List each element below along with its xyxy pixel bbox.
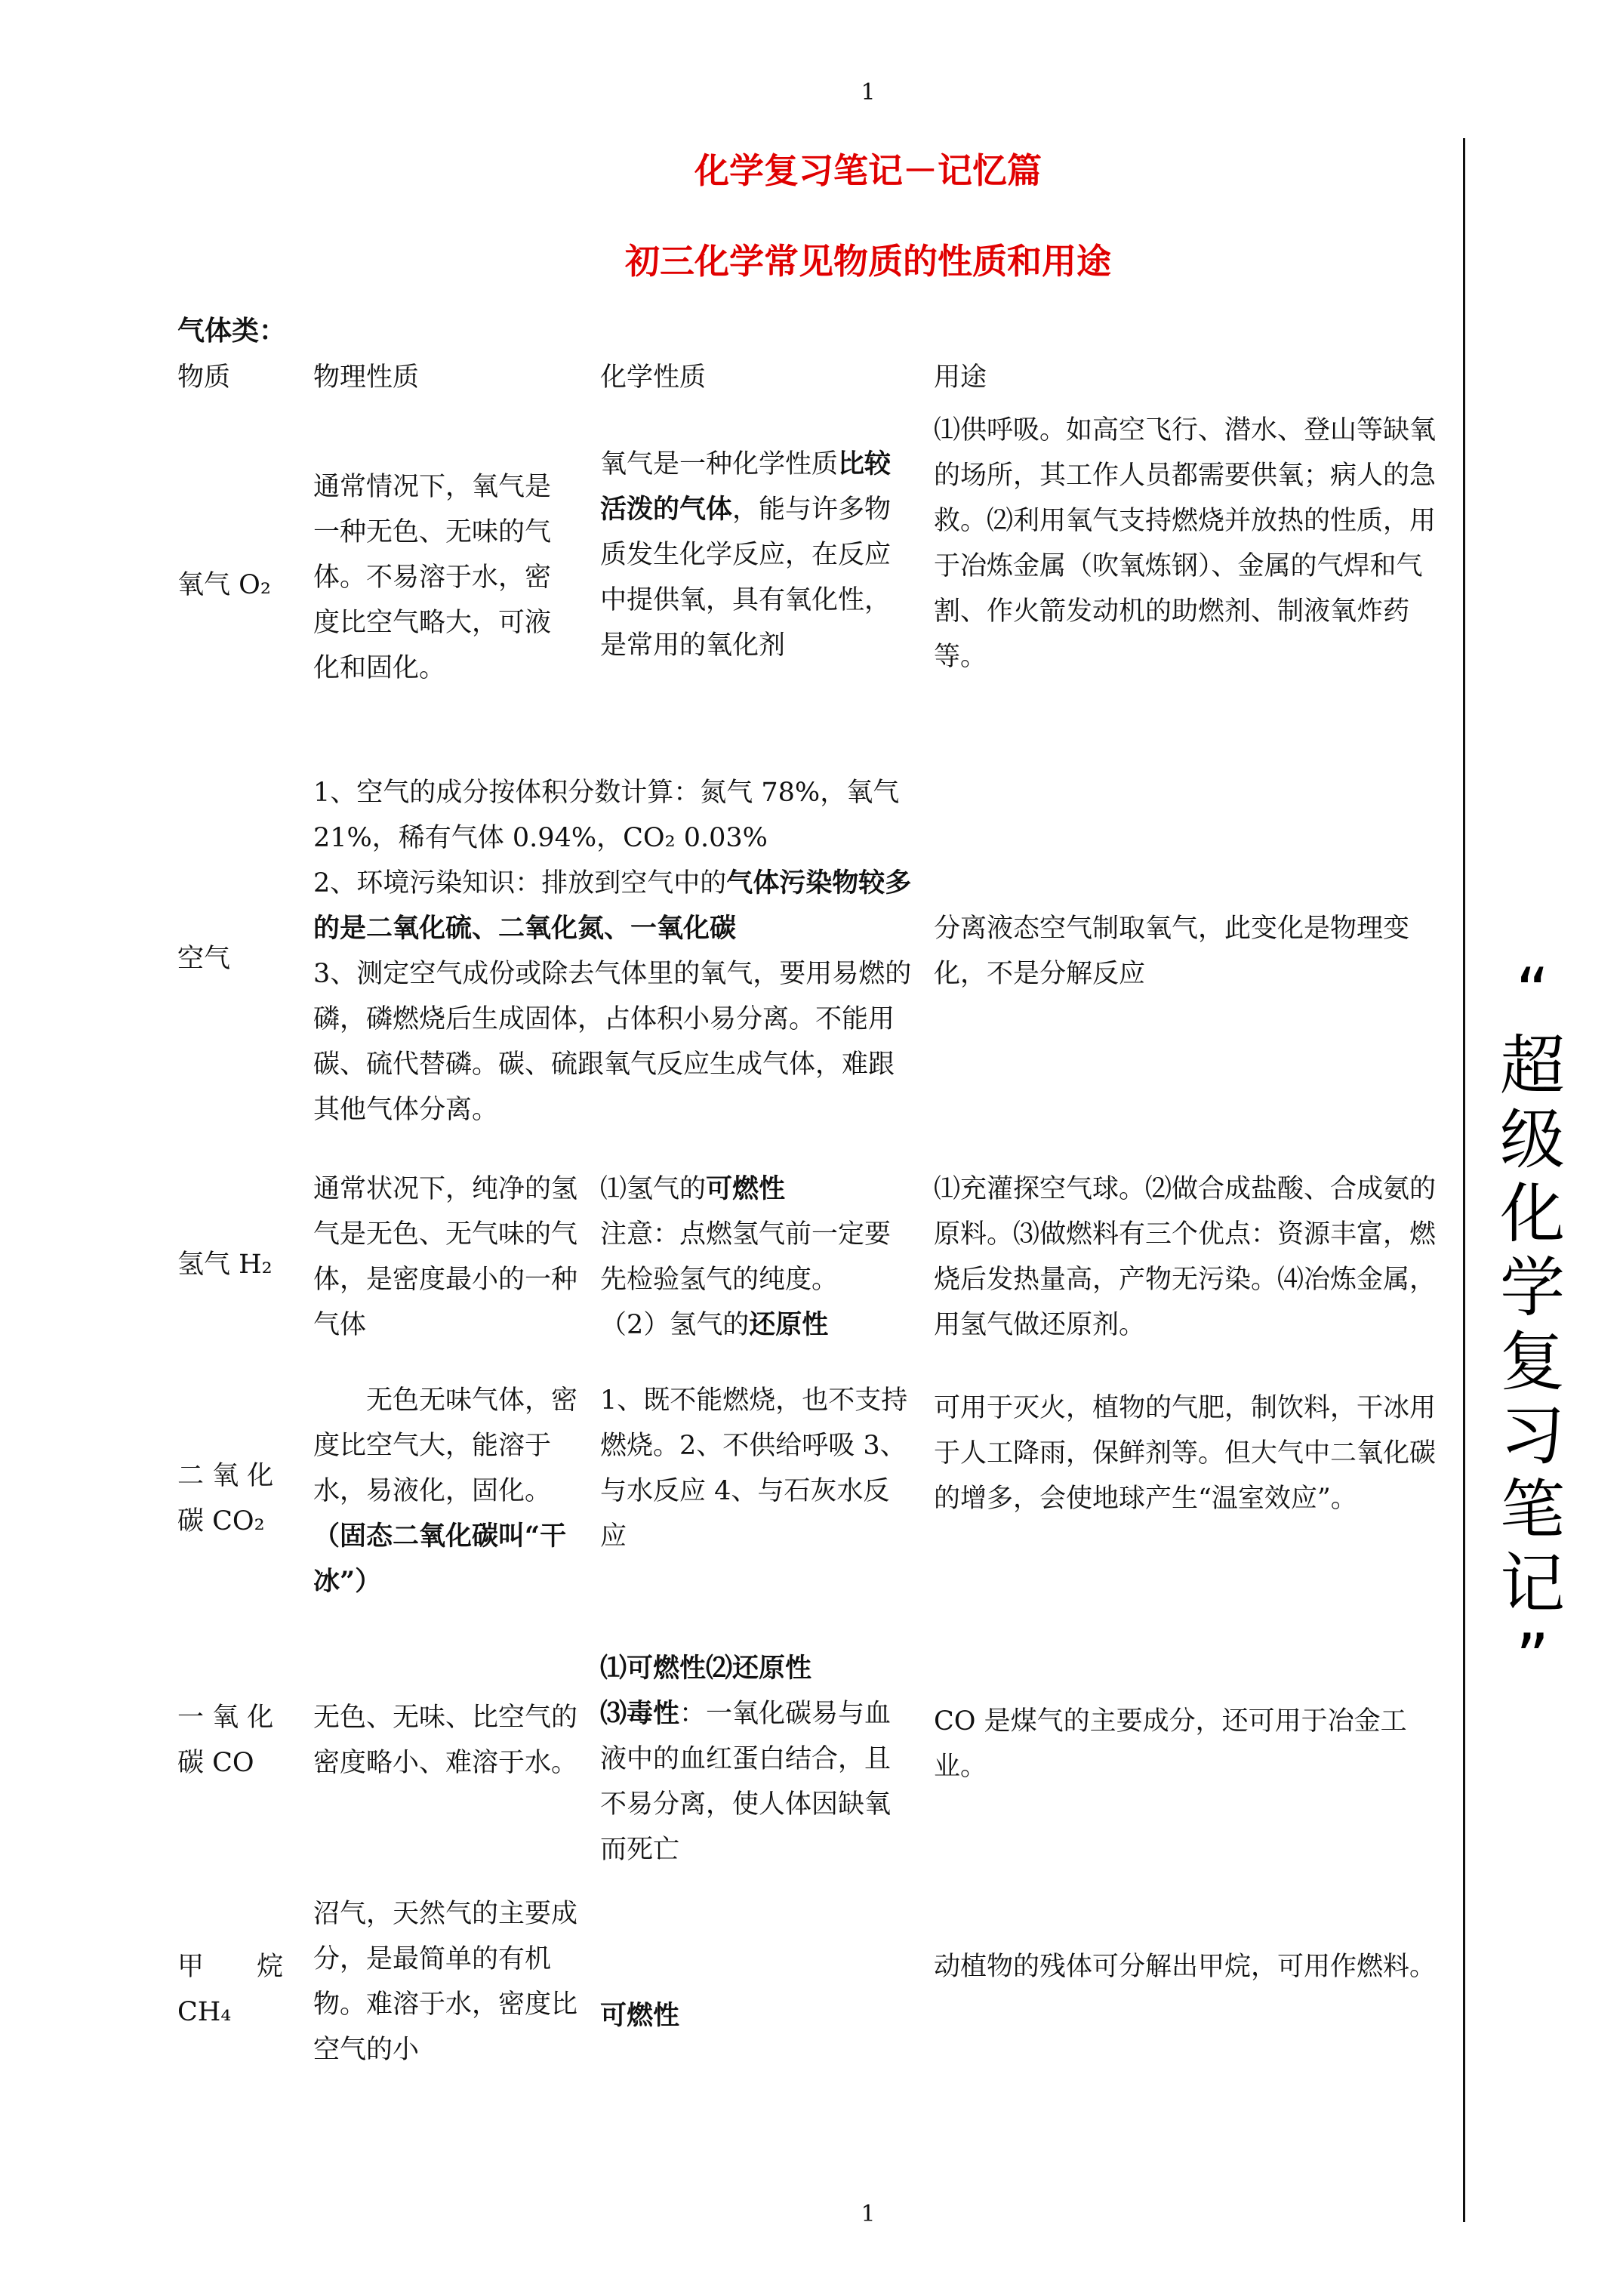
side-char: 习: [1500, 1398, 1565, 1474]
air-point-2-bold: 气体污染物较多的是二氧化硫、二氧化氮、一氧化碳: [313, 868, 912, 944]
hydrogen-chem-2: [600, 1302, 910, 1348]
co-chem-bold-1: ⑴可燃性⑵还原性: [600, 1653, 812, 1684]
side-char: 笔: [1500, 1472, 1565, 1548]
row-air-use: 分离液态空气制取氧气，此变化是物理变化，不是分解反应: [934, 914, 1410, 989]
row-co2-name: [177, 1453, 291, 1544]
row-hydrogen-chemical: [600, 1166, 910, 1348]
header-chemical: 化学性质: [600, 362, 707, 393]
side-vertical-label: [1491, 955, 1574, 1695]
air-point-3: 3、测定空气成份或除去气体里的氧气，要用易燃的磷，磷燃烧后生成固体，占体积小易分离。不能用碳、硫代替磷。碳、硫跟氧气反应生成气体，难跟其他气体分离。: [313, 959, 912, 1125]
row-oxygen-chemical: [600, 442, 910, 668]
side-char: 学: [1500, 1250, 1565, 1326]
hydrogen-chem-1-bold: 可燃性: [706, 1173, 786, 1204]
air-point-2-text: 2、环境污染知识：排放到空气中的: [313, 868, 727, 898]
row-co-chemical: [600, 1646, 910, 1872]
oxygen-chem-text-bold: 比较活泼的气体: [600, 448, 892, 525]
ch4-name-line-1: 甲 烷: [177, 1952, 284, 1982]
air-point-1: 1、空气的成分按体积分数计算：氮气 78%，氧气 21%，稀有气体 0.94%，CO₂ 0.03%: [313, 778, 900, 853]
co-name-line-1: 一 氧 化: [177, 1703, 274, 1733]
header-substance: 物质: [177, 362, 231, 393]
page-number-bottom: 1: [861, 2201, 876, 2227]
hydrogen-chem-note: 注意：点燃氢气前一定要先检验氢气的纯度。: [600, 1219, 892, 1295]
row-ch4-chemical: 可燃性: [600, 2000, 680, 2031]
page-number-top: 1: [861, 79, 876, 106]
row-oxygen-physical: 通常情况下，氧气是一种无色、无味的气体。不易溶于水，密度比空气略大，可液化和固化。: [313, 472, 552, 683]
co-name-line-2: 碳 CO: [177, 1748, 254, 1778]
row-co-name: [177, 1695, 291, 1786]
side-char: 复: [1500, 1324, 1565, 1400]
air-point-2: [313, 861, 917, 951]
hydrogen-chem-2-text: （2）氢气的: [600, 1310, 750, 1340]
hydrogen-chem-1: [600, 1166, 910, 1212]
side-char: ”: [1515, 1620, 1550, 1696]
margin-divider-line: [1463, 138, 1465, 2222]
hydrogen-chem-2-bold: 还原性: [749, 1309, 829, 1340]
row-co2-use: 可用于灭火，植物的气肥，制饮料，干冰用于人工降雨，保鲜剂等。但大气中二氧化碳的增多，会使地球产生“温室效应”。: [934, 1393, 1437, 1514]
co2-name-line-1: 二 氧 化: [177, 1461, 274, 1491]
ch4-name-line-2: CH₄: [177, 1997, 232, 2027]
side-char: 化: [1500, 1176, 1565, 1252]
co2-physical-text: 无色无味气体，密度比空气大，能溶于水，易液化，固化。: [313, 1385, 578, 1506]
row-co2-physical: [313, 1378, 581, 1604]
section-label: 气体类：: [177, 315, 287, 347]
row-hydrogen-use: ⑴充灌探空气球。⑵做合成盐酸、合成氨的原料。⑶做燃料有三个优点：资源丰富，燃烧后发热量高，产物无污染。⑷冶炼金属，用氢气做还原剂。: [934, 1174, 1437, 1340]
row-oxygen-name: 氧气 O₂: [177, 570, 271, 600]
side-char: 记: [1500, 1546, 1565, 1622]
co2-name-line-2: 碳 CO₂: [177, 1506, 265, 1536]
row-ch4-physical: 沼气，天然气的主要成分，是最简单的有机物。难溶于水，密度比空气的小: [313, 1899, 578, 2065]
row-co-physical: 无色、无味、比空气的密度略小、难溶于水。: [313, 1703, 578, 1778]
row-hydrogen-name: 氢气 H₂: [177, 1250, 273, 1280]
oxygen-chem-text-a: 氧气是一种化学性质: [600, 449, 839, 479]
row-co2-chemical: 1、既不能燃烧，也不支持燃烧。2、不供给呼吸 3、与水反应 4、与石灰水反应: [600, 1385, 908, 1552]
co-chem-bold-2: ⑶毒性: [600, 1698, 680, 1729]
co2-physical-bold: （固态二氧化碳叫“干冰”）: [313, 1521, 567, 1597]
header-physical: 物理性质: [313, 362, 420, 393]
row-air-name: 空气: [177, 944, 231, 974]
document-title: 化学复习笔记－记忆篇: [694, 150, 1042, 191]
document-subtitle: 初三化学常见物质的性质和用途: [625, 241, 1111, 282]
header-use: 用途: [934, 362, 987, 393]
hydrogen-chem-1-text: ⑴氢气的: [600, 1174, 707, 1204]
side-char: 超: [1500, 1028, 1565, 1104]
side-char: 级: [1500, 1102, 1565, 1178]
co-chem-text: ：一氧化碳易与血液中的血红蛋白结合，且不易分离，使人体因缺氧而死亡: [600, 1699, 892, 1865]
row-air-physical: [313, 770, 917, 1133]
oxygen-chem-text-c: ，能与许多物质发生化学反应，在反应中提供氧，具有氧化性，是常用的氧化剂: [600, 495, 892, 661]
row-co-use: CO 是煤气的主要成分，还可用于冶金工业。: [934, 1706, 1407, 1782]
row-ch4-name: [177, 1944, 291, 2035]
row-oxygen-use: ⑴供呼吸。如高空飞行、潜水、登山等缺氧的场所，其工作人员都需要供氧；病人的急救。⑵利用氧气支持燃烧并放热的性质，用于冶炼金属（吹氧炼钢）、金属的气焊和气割、作火箭发动机的助燃剂、制液氧炸药等。: [934, 415, 1437, 672]
side-char: “: [1515, 954, 1550, 1030]
row-hydrogen-physical: 通常状况下，纯净的氢气是无色、无气味的气体，是密度最小的一种气体: [313, 1174, 578, 1340]
row-ch4-use: 动植物的残体可分解出甲烷，可用作燃料。: [934, 1952, 1437, 1982]
